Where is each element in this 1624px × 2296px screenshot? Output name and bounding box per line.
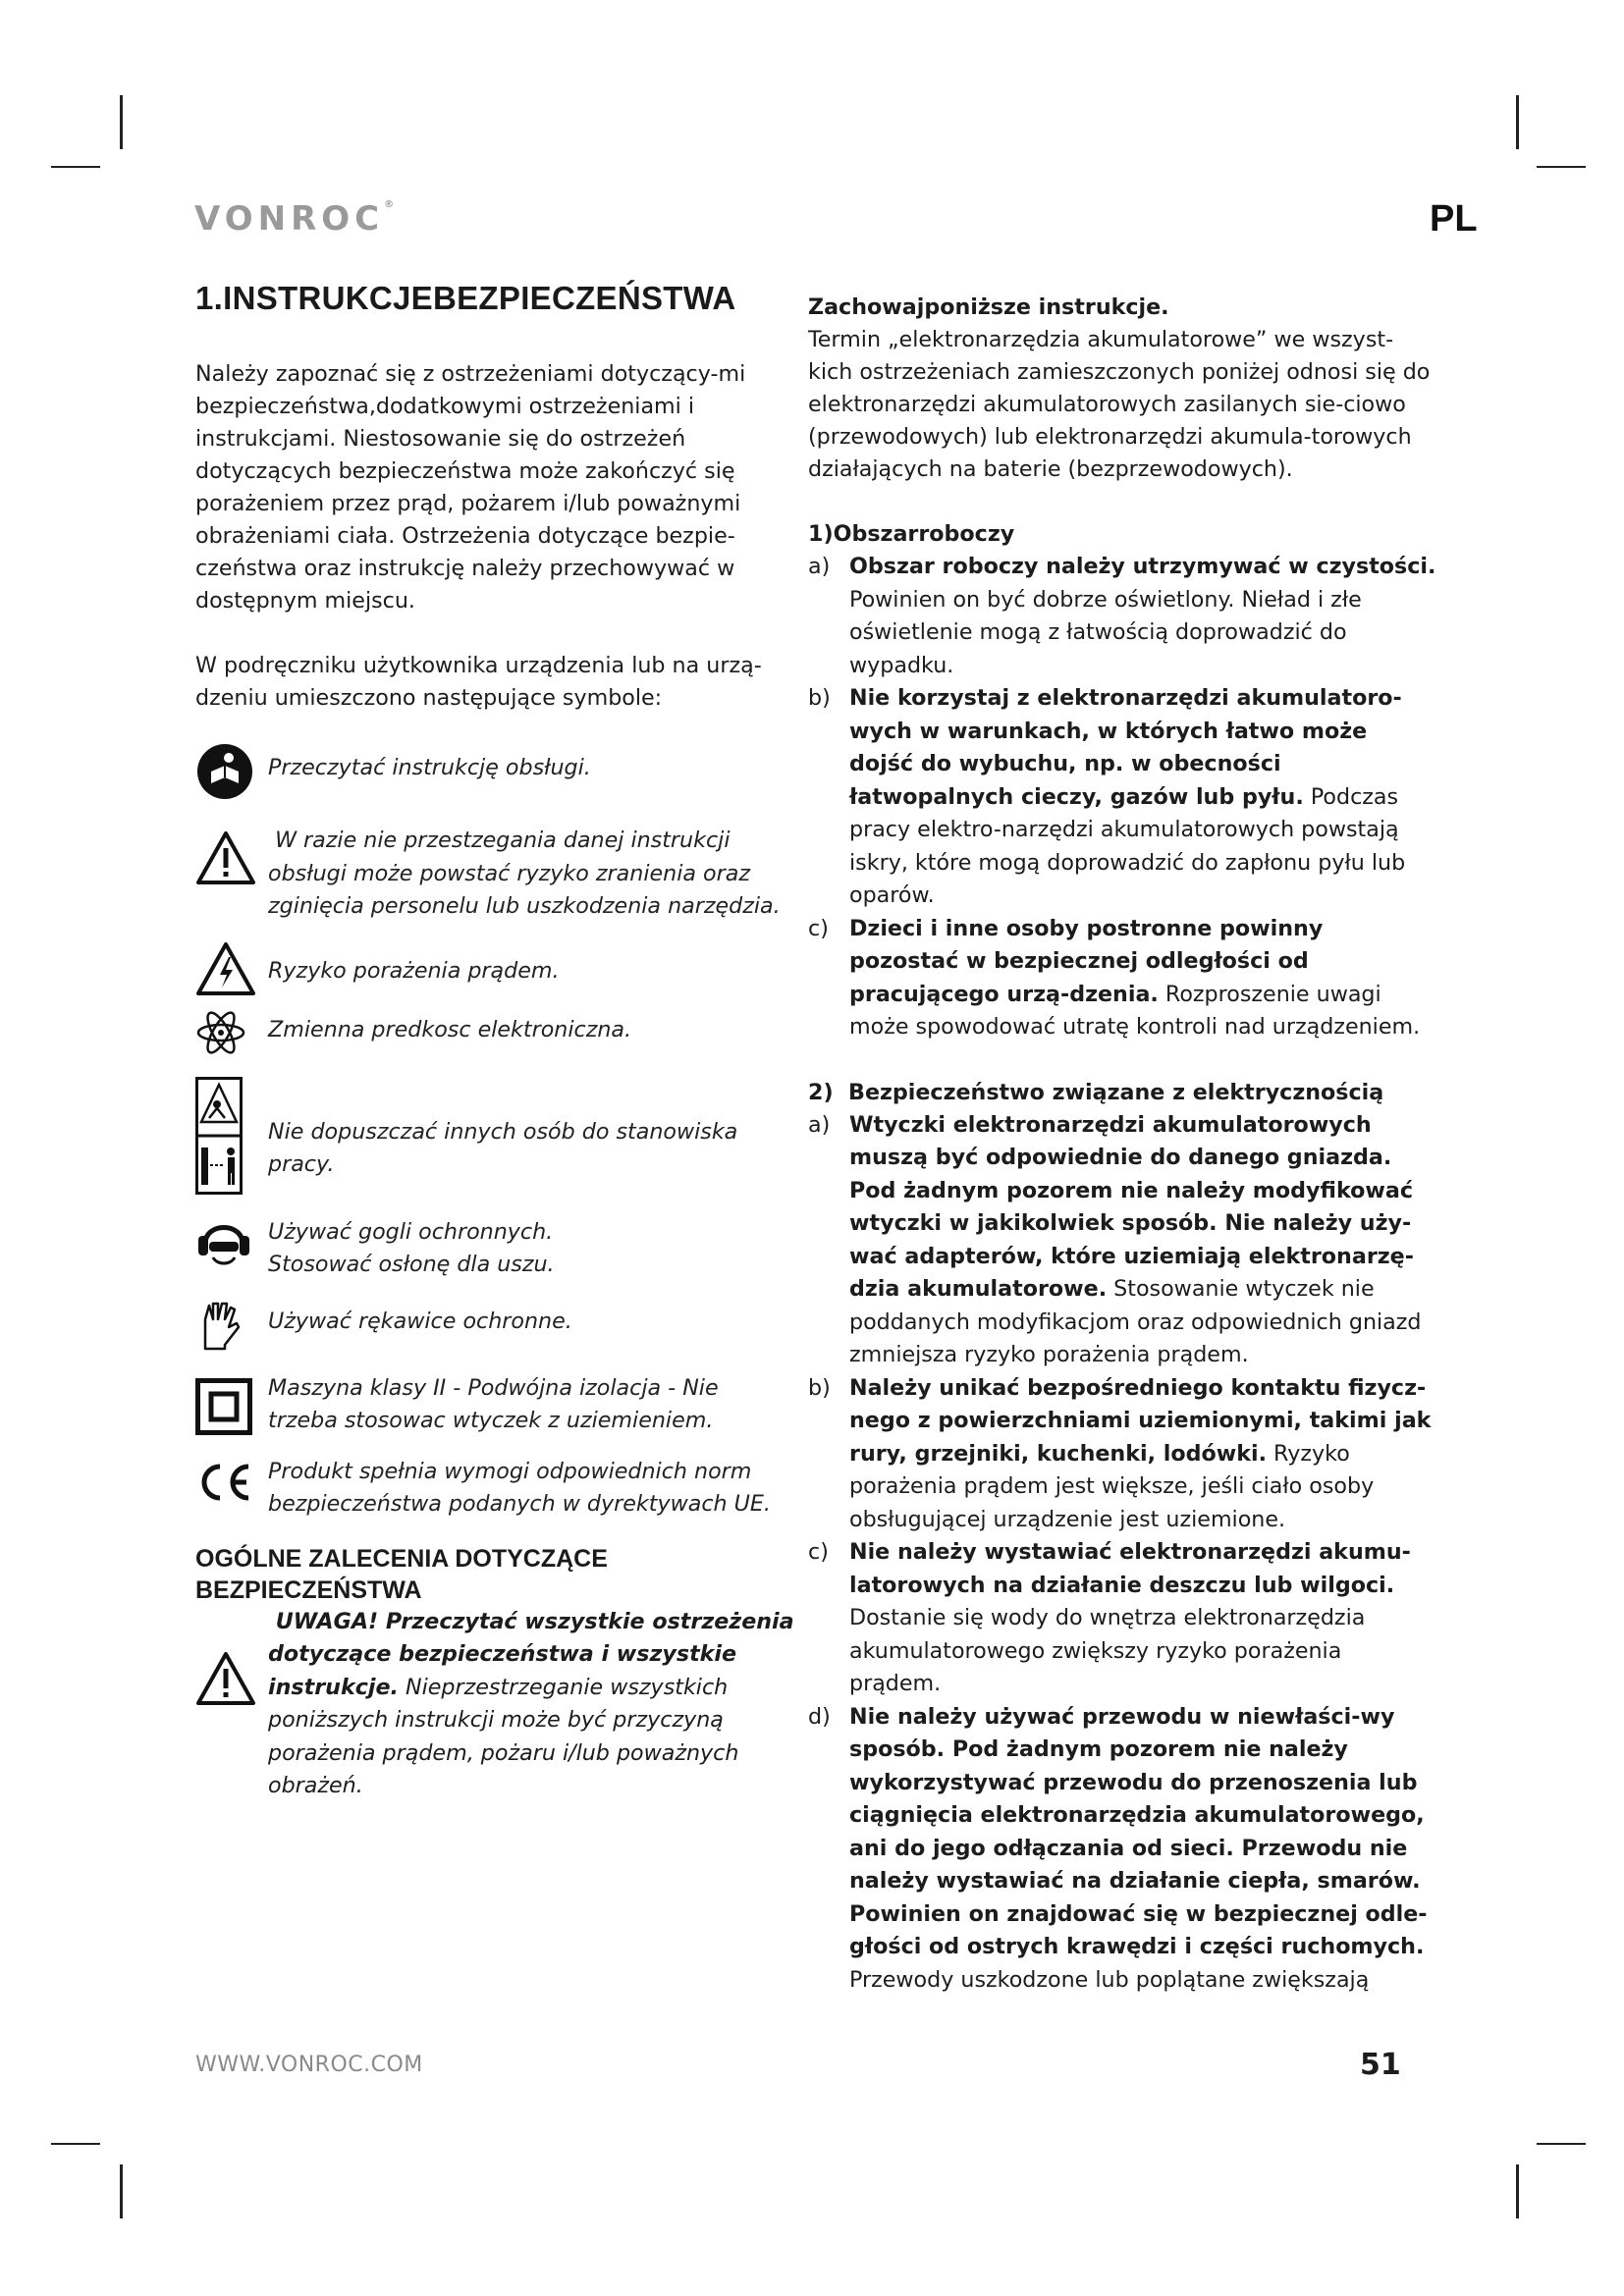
symbol-row <box>195 1214 794 1282</box>
crop-mark <box>120 2164 123 2218</box>
item-letter: a) <box>808 1111 831 1138</box>
symbol-text: W razie nie przestzegania danej instrukcji obsługi może powstać ryzyko zranienia oraz zginięcia personelu lub uszkodzenia narzędzia. <box>268 828 781 919</box>
symbol-row <box>195 1298 794 1355</box>
page-number: 51 <box>1360 2048 1401 2082</box>
item-text: Ryzyko porażenia prądem jest większe, jeśli ciało osoby obsługującej urządzenie jest uziemione. <box>849 1440 1375 1532</box>
intro-paragraph: Należy zapoznać się z ostrzeżeniami dotyczący-mi bezpieczeństwa,dodatkowymi ostrzeżeniami i instrukcjami. Niestosowanie się do ostrzeżeń dotyczących bezpieczeństwa może zakończyć się porażeniem przez prąd, pożarem i/lub poważnymi obrażeniami ciała. Ostrzeżenia dotyczące bezpie-czeństwa oraz instrukcję należy przechowywać w dostępnym miejscu. <box>195 361 746 614</box>
item-text: Podczas pracy elektro-narzędzi akumulatorowych powstają iskry, które mogą doprowadzić do zapłonu pyłu lub oparów. <box>849 783 1406 908</box>
list-item <box>808 1372 1436 1537</box>
crop-mark <box>51 166 100 168</box>
keep-distance-icon <box>195 1077 243 1195</box>
list-item <box>808 1536 1436 1701</box>
crop-mark <box>51 2143 100 2145</box>
read-manual-icon <box>195 742 254 801</box>
item-bold: Nie należy używać przewodu w niewłaści-wy sposób. Pod żadnym pozorem nie należy wykorzystywać przewodu do przenoszenia lub ciągnięcia elektronarzędzia akumulatorowego, ani do jego odłączania od sieci. Przewodu nie należy wystawiać na działanie ciepła, smarów. Powinien on znajdować się w bezpiecznej odle-głości od ostrych krawędzi i części ruchomych. <box>849 1703 1428 1959</box>
item-bold: Dzieci i inne osoby postronne powinny pozostać w bezpiecznej odległości od pracującego urzą-dzenia. <box>849 915 1324 1007</box>
crop-mark <box>1516 2164 1519 2218</box>
electric-shock-icon <box>195 941 256 996</box>
symbol-row <box>195 941 794 996</box>
item-text: Dostanie się wody do wnętrza elektronarzędzia akumulatorowego zwiększy ryzyko porażenia prądem. <box>849 1605 1366 1696</box>
crop-mark <box>120 95 123 149</box>
list-item <box>808 682 1436 913</box>
item-letter: a) <box>808 554 831 579</box>
ce-mark-icon <box>195 1462 254 1503</box>
item-bold: Wtyczki elektronarzędzi akumulatorowych muszą być odpowiednie do danego gniazda. Pod żadnym pozorem nie należy modyfikować wtyczki w jakikolwiek sposób. Nie należy uży-wać adapterów, które uziemiają elektronarzę-dzia akumulatorowe. <box>849 1111 1414 1302</box>
symbol-row <box>195 742 794 801</box>
language-label: PL <box>1430 198 1478 240</box>
symbol-row <box>195 1077 794 1195</box>
general-heading: OGÓLNE ZALECENIA DOTYCZĄCE <box>195 1544 608 1573</box>
symbol-text: Przeczytać instrukcję obsługi. <box>268 755 591 780</box>
class-ii-icon <box>195 1378 252 1435</box>
item-bold: Nie należy wystawiać elektronarzędzi akumu-latorowych na działanie deszczu lub wilgoci. <box>849 1539 1411 1598</box>
warning-bold-text: UWAGA! Przeczytać wszystkie ostrzeżenia dotyczące bezpieczeństwa i wszystkie instrukcje. <box>268 1608 802 1700</box>
symbol-text: Produkt spełnia wymogi odpowiednich norm bezpieczeństwa podanych w dyrektywach UE. <box>268 1458 771 1517</box>
warning-text: Nieprzestrzeganie wszystkich poniższych instrukcji może być przyczyną porażenia prądem, pożaru i/lub poważnych obrażeń. <box>268 1674 746 1798</box>
item-bold: Nie korzystaj z elektronarzędzi akumulatoro-wych w warunkach, w których łatwo może dojść do wybuchu, np. w obecności łatwopalnych cieczy, gazów lub pyłu. <box>849 685 1402 810</box>
item-bold: Należy unikać bezpośredniego kontaktu fizycz-nego z powierzchniami uziemionymi, takimi jak rury, grzejniki, kuchenki, lodówki. <box>849 1374 1432 1467</box>
warning-triangle-icon <box>195 830 256 885</box>
item-letter: b) <box>808 1374 831 1401</box>
list-item <box>808 551 1436 682</box>
general-warning <box>195 1606 802 1803</box>
item-text: Przewody uszkodzone lub poplątane zwiększają <box>849 1966 1370 1993</box>
item-text: Stosowanie wtyczek nie poddanych modyfikacjom oraz odpowiednich gniazd zmniejsza ryzyko porażenia prądem. <box>849 1276 1422 1367</box>
crop-mark <box>1537 2143 1586 2145</box>
list-item <box>808 913 1436 1044</box>
section-2-heading: 2) Bezpieczeństwo związane z elektrycznością <box>808 1079 1384 1105</box>
brand-logo: VONROC® <box>194 199 395 239</box>
symbol-text: Zmienna predkosc elektroniczna. <box>268 1016 632 1042</box>
symbol-row <box>195 1456 794 1522</box>
item-text: Powinien on być dobrze oświetlony. Nieład i złe oświetlenie mogą z łatwością doprowadzić do wypadku. <box>849 586 1362 678</box>
symbol-row <box>195 1010 794 1055</box>
symbol-row <box>195 1372 794 1438</box>
keep-paragraph: Termin „elektronarzędzia akumulatorowe” we wszyst-kich ostrzeżeniach zamieszczonych poniżej odnosi się do elektronarzędzi akumulatorowych zasilanych sie-ciowo (przewodowych) lub elektronarzędzi akumula-torowych działających na baterie (bezprzewodowych). <box>808 327 1431 482</box>
item-letter: c) <box>808 915 829 941</box>
item-letter: d) <box>808 1703 831 1730</box>
symbol-text: Ryzyko porażenia prądem. <box>268 957 560 984</box>
gloves-icon <box>195 1298 243 1355</box>
crop-mark <box>1516 95 1519 149</box>
item-text: Rozproszenie uwagi może spowodować utratę kontroli nad urządzeniem. <box>849 981 1421 1040</box>
general-heading: BEZPIECZEŃSTWA <box>195 1575 422 1604</box>
goggles-earmuffs-icon <box>195 1214 252 1271</box>
right-column <box>808 292 1436 1997</box>
section-1-heading: 1)Obszarroboczy <box>808 521 1015 547</box>
atom-icon <box>195 1010 246 1055</box>
symbols-intro: W podręczniku użytkownika urządzenia lub na urzą-dzeniu umieszczono następujące symbole: <box>195 653 762 711</box>
section-title: 1.INSTRUKCJEBEZPIECZEŃSTWA <box>195 280 736 316</box>
list-item <box>808 1701 1436 1998</box>
symbol-text: Maszyna klasy II - Podwójna izolacja - Nie trzeba stosowac wtyczek z uziemieniem. <box>268 1374 719 1433</box>
list-item <box>808 1109 1436 1372</box>
left-column <box>195 280 802 1803</box>
symbol-text: Używać gogli ochronnych. <box>268 1218 554 1245</box>
item-bold: Obszar roboczy należy utrzymywać w czystości. <box>849 554 1436 579</box>
symbol-text: Nie dopuszczać innych osób do stanowiska pracy. <box>268 1118 738 1177</box>
warning-triangle-icon <box>195 1651 256 1706</box>
symbol-text: Używać rękawice ochronne. <box>268 1308 572 1334</box>
keep-heading: Zachowajponiższe instrukcje. <box>808 294 1169 320</box>
item-letter: c) <box>808 1539 829 1565</box>
footer-url: WWW.VONROC.COM <box>195 2053 423 2077</box>
item-letter: b) <box>808 685 831 711</box>
crop-mark <box>1537 166 1586 168</box>
symbol-text: Stosować osłonę dla uszu. <box>268 1252 555 1277</box>
symbol-row <box>195 825 794 924</box>
